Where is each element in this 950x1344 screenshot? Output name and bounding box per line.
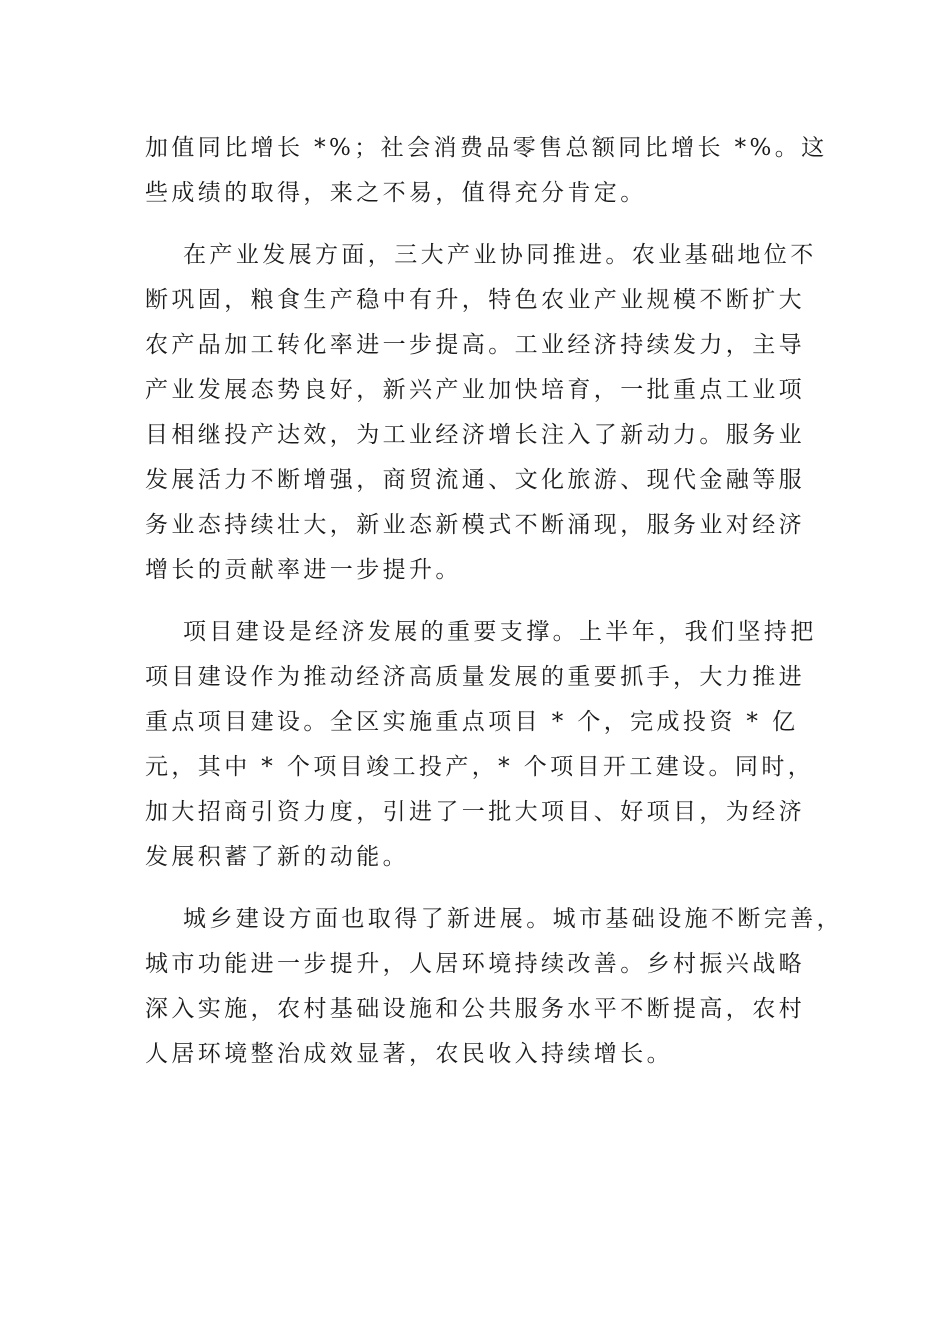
paragraph-project-construction — [145, 614, 815, 875]
document-body — [145, 130, 843, 1098]
text-line: 深入实施，农村基础设施和公共服务水平不断提高，农村 — [145, 996, 805, 1022]
text-line: 些成绩的取得，来之不易，值得充分肯定。 — [145, 180, 647, 206]
text-line: 加值同比增长 *%；社会消费品零售总额同比增长 *%。这 — [145, 135, 828, 161]
text-line: 产业发展态势良好，新兴产业加快培育，一批重点工业项 — [145, 377, 805, 403]
text-line: 断巩固，粮食生产稳中有升，特色农业产业规模不断扩大 — [145, 287, 805, 313]
text-line: 城市功能进一步提升，人居环境持续改善。乡村振兴战略 — [145, 951, 805, 977]
text-line: 农产品加工转化率进一步提高。工业经济持续发力，主导 — [145, 332, 805, 358]
text-line: 加大招商引资力度，引进了一批大项目、好项目，为经济 — [145, 799, 805, 825]
text-line: 发展积蓄了新的动能。 — [145, 844, 409, 870]
text-line: 发展活力不断增强，商贸流通、文化旅游、现代金融等服 — [145, 467, 805, 493]
text-line: 元，其中 * 个项目竣工投产，* 个项目开工建设。同时， — [145, 754, 815, 780]
text-line: 项目建设是经济发展的重要支撑。上半年，我们坚持把 — [183, 619, 817, 645]
paragraph-urban-rural-construction — [145, 901, 843, 1072]
text-line: 重点项目建设。全区实施重点项目 * 个，完成投资 * 亿 — [145, 709, 799, 735]
text-line: 目相继投产达效，为工业经济增长注入了新动力。服务业 — [145, 422, 805, 448]
text-line: 项目建设作为推动经济高质量发展的重要抓手，大力推进 — [145, 664, 805, 690]
text-line: 务业态持续壮大，新业态新模式不断涌现，服务业对经济 — [145, 512, 805, 538]
paragraph-industry-development — [145, 237, 815, 588]
paragraph-1-continued — [145, 130, 828, 211]
text-line: 人居环境整治成效显著，农民收入持续增长。 — [145, 1041, 673, 1067]
text-line: 在产业发展方面，三大产业协同推进。农业基础地位不 — [183, 242, 817, 268]
text-line: 城乡建设方面也取得了新进展。城市基础设施不断完善， — [183, 906, 843, 932]
text-line: 增长的贡献率进一步提升。 — [145, 557, 462, 583]
